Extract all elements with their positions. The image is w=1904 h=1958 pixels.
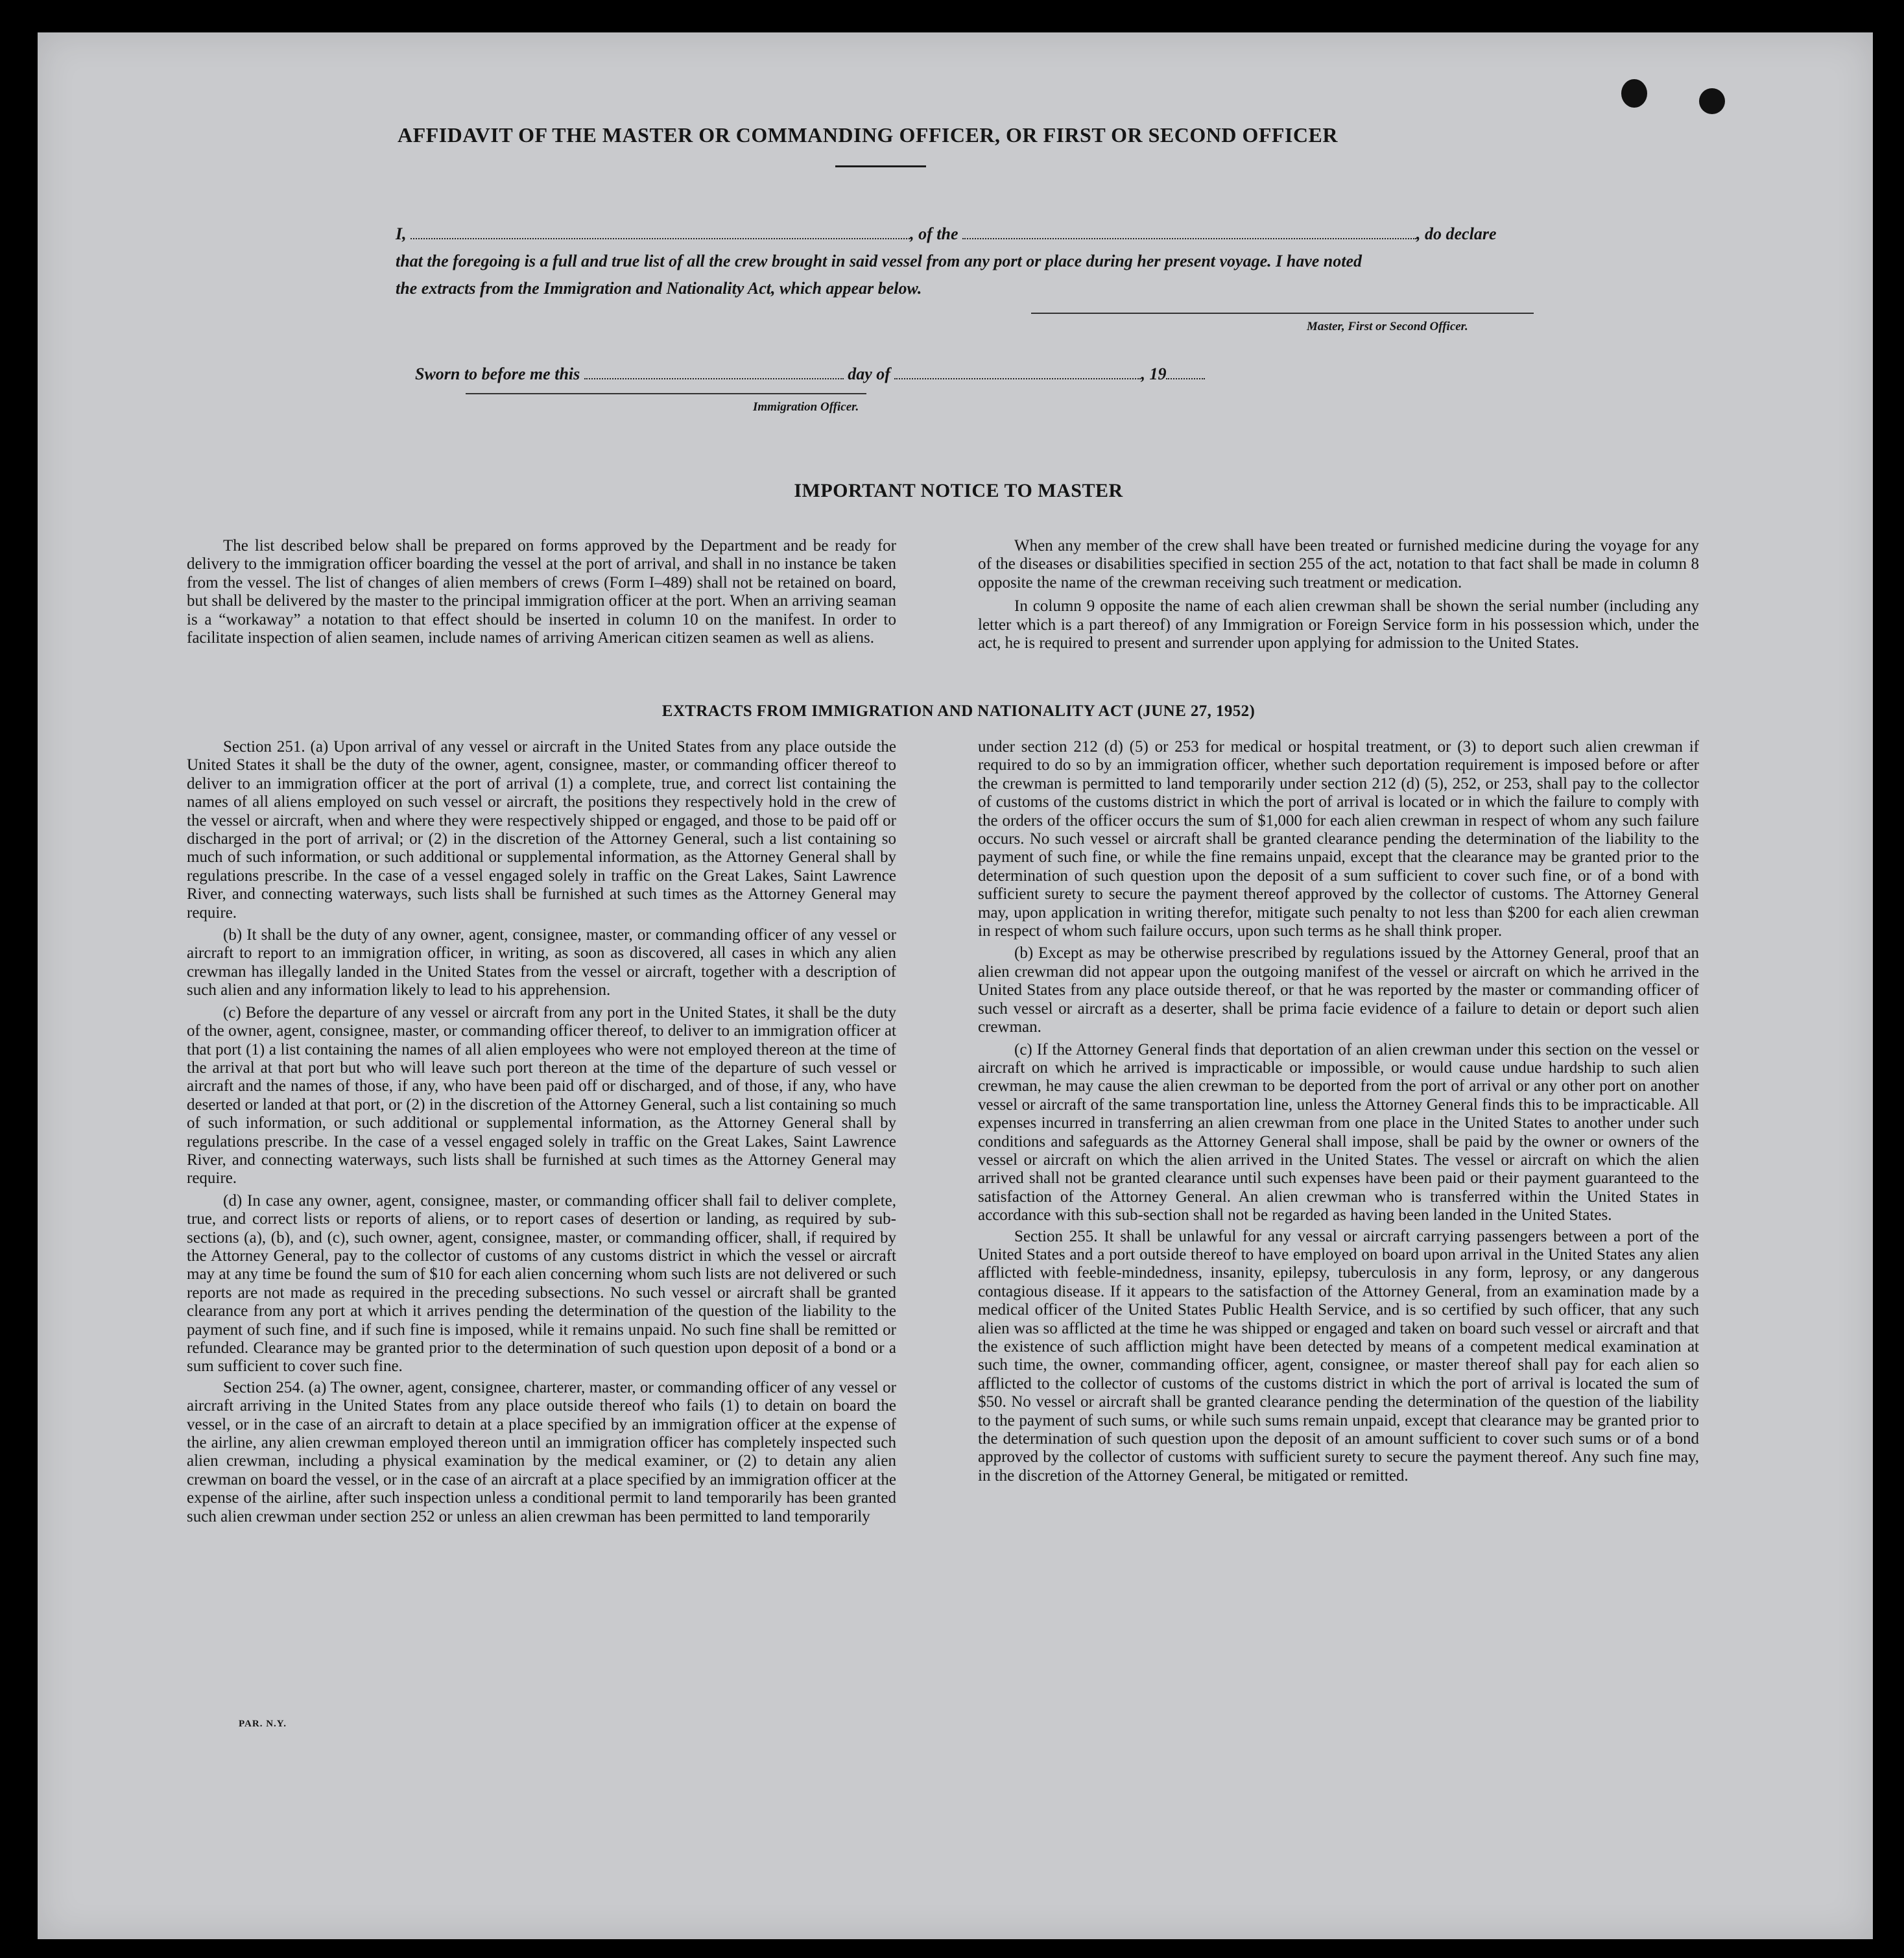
affidavit-title: AFFIDAVIT OF THE MASTER OR COMMANDING OFFICER, OR FIRST OR SECOND OFFICER xyxy=(398,123,1338,147)
officer-signature-line[interactable] xyxy=(466,393,866,394)
declaration-line-3: the extracts from the Immigration and Nationality Act, which appear below. xyxy=(396,279,922,298)
of-the-label: , of the xyxy=(910,224,958,243)
extract-section-254-a-continued: under section 212 (d) (5) or 253 for medical or hospital treatment, or (3) to deport such alien crewman if required to do so by an immigration officer, whether such deportation requirement is imposed before or after the crewman is permitted to land temporarily under section 212 (d) (5), 252, or 253, shall pay to the collector of customs of the customs district in which the port of arrival is located or in which the failure to comply with the orders of the officer occurs the sum of $1,000 for each alien crewman in respect of whom any such failure occurs. No such vessel or aircraft shall be granted clearance pending the determination of the liability to the payment of such fine, or while the fine remains unpaid, except that the clearance may be granted prior to the determination of such question upon the deposit of a sum sufficient to cover such fine, or of a bond with sufficient surety to secure the payment thereof approved by the collector of customs. The Attorney General may, upon application in writing therefor, mitigate such penalty to not less than $200 for each alien crewman in respect of whom such failure occurs, upon such terms as he shall think proper. xyxy=(978,738,1699,940)
extract-section-254-c: (c) If the Attorney General finds that deportation of an alien crewman under this section on the vessel or aircraft on which he arrived is impracticable or impossible, or would cause undue hardship to such alien crewman, he may cause the alien crewman to be deported from the port of arrival or any other port on another vessel or aircraft of the same transportation line, unless the Attorney General finds this to be impracticable. All expenses incurred in transferring an alien crewman from one place in the United States to another under such conditions and safeguards as the Attorney General shall impose, shall be paid by the owner or owners of the vessel or aircraft on which the alien arrived in the United States. The vessel or aircraft on which the alien arrived shall not be granted clearance until such expenses have been paid or their payment guaranteed to the satisfaction of the Attorney General. An alien crewman who is transferred within the United States in accordance with this sub-section shall not be regarded as having been landed in the United States. xyxy=(978,1040,1699,1224)
vessel-name-field[interactable] xyxy=(962,237,1416,239)
extract-section-251-a: Section 251. (a) Upon arrival of any vessel or aircraft in the United States from any place outside the United States it shall be the duty of the owner, agent, consignee, master, or commanding officer thereof to deliver to an immigration officer at the port of arrival (1) a complete, true, and correct list containing the names of all aliens employed on such vessel or aircraft, the positions they respectively hold in the crew of the vessel or aircraft, when and where they were respectively shipped or engaged, and those to be paid off or discharged in the port of arrival; or (2) in the discretion of the Attorney General, such a list containing so much of such information, or such additional or supplemental information, as the Attorney General shall by regulations prescribe. In the case of a vessel engaged solely in traffic on the Great Lakes, Saint Lawrence River, and connecting waterways, such lists shall be furnished at such times as the Attorney General may require. xyxy=(187,738,896,922)
sworn-month-field[interactable] xyxy=(894,377,1141,379)
sworn-label: Sworn to before me this xyxy=(415,364,580,383)
extracts-left-column xyxy=(187,738,896,1529)
declarant-prefix: I, xyxy=(396,224,407,243)
declarant-name-field[interactable] xyxy=(411,237,910,239)
extracts-title: EXTRACTS FROM IMMIGRATION AND NATIONALITY ACT (JUNE 27, 1952) xyxy=(661,702,1255,720)
notice-right-paragraph-2: In column 9 opposite the name of each alien crewman shall be shown the serial number (including any letter which is a part thereof) of any Immigration or Foreign Service form in his possession which, under the act, he is required to present and surrender upon applying for admission to the United States. xyxy=(978,597,1699,652)
officer-signature-label: Immigration Officer. xyxy=(753,400,859,414)
printer-mark: PAR. N.Y. xyxy=(239,1719,287,1729)
document-sheet xyxy=(38,32,1873,1939)
master-signature-line[interactable] xyxy=(1031,313,1534,314)
notice-title: IMPORTANT NOTICE TO MASTER xyxy=(794,480,1123,501)
declaration-line-1 xyxy=(396,224,1496,244)
notice-left-column xyxy=(187,537,896,650)
title-underline xyxy=(835,165,926,167)
extract-section-255: Section 255. It shall be unlawful for any vessal or aircraft carrying passengers between a port of the United States and a port outside thereof to have employed on board upon arrival in the United States any alien afflicted with feeble-mindedness, insanity, epilepsy, tuberculosis in any form, leprosy, or any dangerous contagious disease. If it appears to the satisfaction of the Attorney General, from an examination made by a medical officer of the United States Public Health Service, and is so certified by such officer, that any such alien was so afflicted at the time he was shipped or engaged and taken on board such vessel or aircraft and that the existence of such affliction might have been detected by means of a competent medical examination at such time, the owner, commanding officer, agent, consignee, or master thereof shall pay for each alien so afflicted to the collector of customs of the customs district in which the port of arrival is located the sum of $50. No vessel or aircraft shall be granted clearance pending the determination of the question of the liability to the payment of such sums, or while such sums remain unpaid, except that clearance may be granted prior to the determination of such question upon the deposit of an amount sufficient to cover such sums or of a bond approved by the collector of customs with sufficient surety to secure the payment thereof. Any such fine may, in the discretion of the Attorney General, be mitigated or remitted. xyxy=(978,1227,1699,1485)
sworn-line xyxy=(415,364,1205,384)
sworn-day-field[interactable] xyxy=(584,377,844,379)
extract-section-254-b: (b) Except as may be otherwise prescribed by regulations issued by the Attorney General, proof that an alien crewman did not appear upon the outgoing manifest of the vessel or aircraft on which he arrived in the United States from any place outside thereof, or that he was reported by the master or commanding officer of such vessel or aircraft as a deserter, shall be prima facie evidence of a failure to detain or deport such alien crewman. xyxy=(978,944,1699,1036)
year-label: , 19 xyxy=(1141,364,1167,383)
extracts-right-column xyxy=(978,738,1699,1488)
sworn-year-field[interactable] xyxy=(1166,377,1205,379)
extract-section-251-d: (d) In case any owner, agent, consignee, master, or commanding officer shall fail to deliver complete, true, and correct lists or reports of aliens, or to report cases of desertion or landing, as required by sub-sections (a), (b), and (c), such owner, agent, consignee, master, or commanding officer, shall, if required by the Attorney General, pay to the collector of customs of any customs district in which the vessel or aircraft may at any time be found the sum of $10 for each alien concerning whom such lists are not delivered or such reports are not made as required in the preceding subsections. No such vessel or aircraft shall be granted clearance from any port at which it arrives pending the determination of the question of the liability to the payment of such fine, and if such fine is imposed, while it remains unpaid. No such fine shall be remitted or refunded. Clearance may be granted prior to the determination of such question upon deposit of a bond or a sum sufficient to cover such fine. xyxy=(187,1191,896,1376)
notice-left-paragraph: The list described below shall be prepared on forms approved by the Department and be ready for delivery to the immigration officer boarding the vessel at the port of arrival, and shall in no instance be taken from the vessel. The list of changes of alien members of crews (Form I–489) shall not be retained on board, but shall be delivered by the master to the principal immigration officer at the port. When an arriving seaman is a “workaway” a notation to that effect should be inserted in column 10 on the manifest. In order to facilitate inspection of alien seamen, include names of arriving American citizen seamen as well as aliens. xyxy=(187,537,896,647)
day-of-label: day of xyxy=(848,364,890,383)
extract-section-254-a: Section 254. (a) The owner, agent, consignee, charterer, master, or commanding officer of any vessel or aircraft arriving in the United States from any place outside thereof who fails (1) to detain on board the vessel, or in the case of an aircraft to detain at a place specified by an immigration officer at the expense of the airline, any alien crewman employed thereon until an immigration officer has completely inspected such alien crewman, including a physical examination by the medical examiner, or (2) to detain any alien crewman on board the vessel, or in the case of an aircraft at a place specified by an immigration officer at the expense of the airline, after such inspection unless a conditional permit to land temporarily has been granted such alien crewman under section 252 or unless an alien crewman has been permitted to land temporarily xyxy=(187,1378,896,1525)
extract-section-251-c: (c) Before the departure of any vessel or aircraft from any port in the United States, it shall be the duty of the owner, agent, consignee, master, or commanding officer thereof, to deliver to an immigration officer at that port (1) a list containing the names of all alien employees who were not employed thereon at the time of the arrival at that port but who will leave such port thereon at the time of the departure of such vessel or aircraft and the names of those, if any, who have been paid off or discharged, and of those, if any, who have deserted or landed at that port, or (2) in the discretion of the Attorney General, such a list containing so much of such information, or such additional or supplemental information, as the Attorney General shall by regulations prescribe. In the case of a vessel engaged solely in traffic on the Great Lakes, Saint Lawrence River, and connecting waterways, such lists shall be furnished at such times as the Attorney General may require. xyxy=(187,1003,896,1188)
do-declare-label: , do declare xyxy=(1416,224,1497,243)
page-content xyxy=(187,32,1730,1939)
notice-right-paragraph-1: When any member of the crew shall have been treated or furnished medicine during the voyage for any of the diseases or disabilities specified in section 255 of the act, notation to that fact shall be made in column 8 opposite the name of the crewman receiving such treatment or medication. xyxy=(978,537,1699,591)
master-signature-label: Master, First or Second Officer. xyxy=(1307,320,1468,333)
declaration-line-2: that the foregoing is a full and true list of all the crew brought in said vessel from any port or place during her present voyage. I have noted xyxy=(396,252,1363,270)
notice-right-column xyxy=(978,537,1699,655)
extract-section-251-b: (b) It shall be the duty of any owner, agent, consignee, master, or commanding officer of any vessel or aircraft to report to an immigration officer, in writing, as soon as discovered, all cases in which any alien crewman has illegally landed in the United States from the vessel or aircraft, together with a description of such alien and any information likely to lead to his apprehension. xyxy=(187,926,896,999)
